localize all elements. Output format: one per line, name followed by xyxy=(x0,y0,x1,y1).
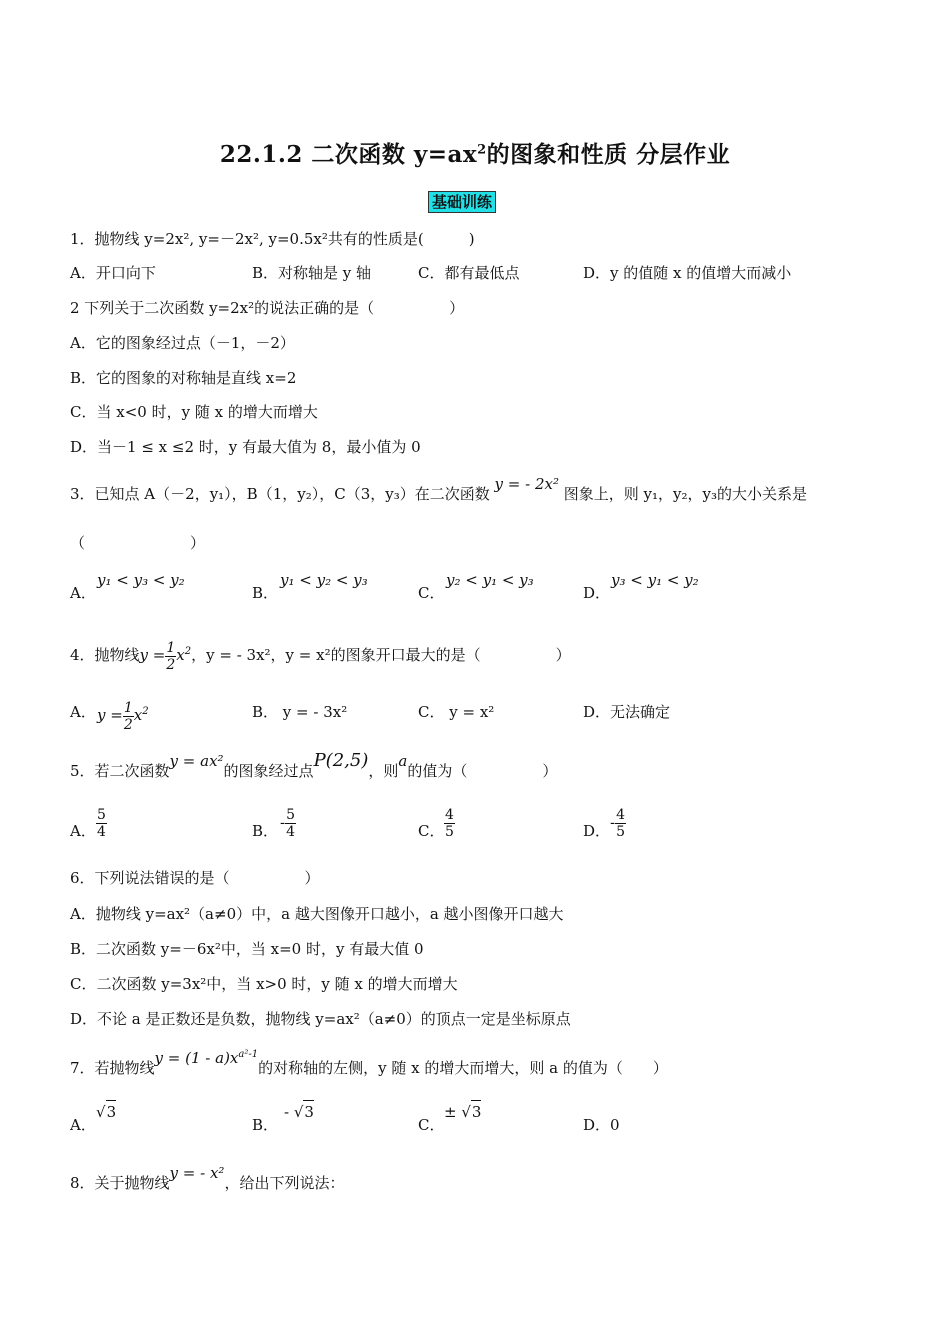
q3-stem-b: 图象上，则 y₁，y₂，y₃的大小关系是 xyxy=(563,485,807,503)
q3-option-b-label: B． xyxy=(252,584,279,602)
q5-stem-b: 的图象经过点 xyxy=(223,762,314,780)
q5-stem xyxy=(70,750,558,782)
q1-stem: 1．抛物线 y=2x², y=－2x², y=0.5x²共有的性质是( ) xyxy=(70,230,475,248)
q2-option-b: B．它的图象的对称轴是直线 x=2 xyxy=(70,369,297,387)
q3-expression: y = - 2x² xyxy=(494,475,559,493)
page-title xyxy=(0,136,950,169)
q4-option-a-label: A． xyxy=(70,703,96,721)
q7-option-a-label: A． xyxy=(70,1116,96,1134)
q3-option-a: y₁ < y₃ < y₂ xyxy=(97,571,185,589)
q3-option-d-label: D． xyxy=(583,584,611,602)
q3-option-c-label: C． xyxy=(418,584,445,602)
q7-option-c: ± √3 xyxy=(444,1100,481,1123)
q5-variable: a xyxy=(398,752,408,770)
q5-option-b-label: B． xyxy=(252,822,279,840)
q7-option-d: D．0 xyxy=(583,1116,620,1134)
q1-option-b: B．对称轴是 y 轴 xyxy=(252,264,372,282)
q7-option-b: - √3 xyxy=(284,1100,314,1123)
q5-option-b: - $\frac{5}{4}$ xyxy=(280,807,295,840)
q5-option-a-label: A． xyxy=(70,822,96,840)
q5-stem-d: 的值为（ ） xyxy=(407,762,558,780)
q3-stem xyxy=(70,475,807,505)
q7-expression: $y = (1 - a)x^{a^2-1}$ xyxy=(154,1049,259,1067)
q4-option-d: D．无法确定 xyxy=(583,703,671,721)
q5-option-d: - $\frac{4}{5}$ xyxy=(610,807,625,840)
q5-option-c-label: C． xyxy=(418,822,445,840)
q2-option-c: C．当 x<0 时，y 随 x 的增大而增大 xyxy=(70,403,318,421)
q3-stem-a: 3．已知点 A（－2，y₁），B（1，y₂），C（3，y₃）在二次函数 xyxy=(70,485,490,503)
q6-option-a: A．抛物线 y=ax²（a≠0）中，a 越大图像开口越小，a 越小图像开口越大 xyxy=(70,905,564,923)
title-rest: 的图象和性质 分层作业 xyxy=(486,141,731,168)
q2-stem: 2 下列关于二次函数 y=2x²的说法正确的是（ ） xyxy=(70,299,465,317)
q8-stem xyxy=(70,1164,345,1194)
q5-expression: y = ax² xyxy=(169,752,224,770)
title-main: 22.1.2 二次函数 y=ax xyxy=(219,141,478,168)
q5-stem-a: 5．若二次函数 xyxy=(70,762,170,780)
q4-stem-b: ，y = - 3x²，y = x²的图象开口最大的是（ ） xyxy=(191,646,571,664)
q4-expr-half: y = $\frac{1}{2}$ $x^2$ xyxy=(139,639,192,673)
q3-option-a-label: A． xyxy=(70,584,96,602)
q3-option-b: y₁ < y₂ < y₃ xyxy=(280,571,368,589)
q6-option-b: B．二次函数 y=－6x²中，当 x=0 时，y 有最大值 0 xyxy=(70,940,424,958)
q8-stem-b: ，给出下列说法： xyxy=(224,1174,345,1192)
q1-option-d: D．y 的值随 x 的值增大而减小 xyxy=(583,264,792,282)
q4-option-c: C． y = x² xyxy=(418,703,495,721)
q7-stem xyxy=(70,1049,668,1079)
title-sup: 2 xyxy=(477,142,487,158)
q5-option-c: $\frac{4}{5}$ xyxy=(445,807,454,840)
q2-option-a: A．它的图象经过点（－1，－2） xyxy=(70,334,295,352)
q1-option-a: A．开口向下 xyxy=(70,264,156,282)
q1-option-c: C．都有最低点 xyxy=(418,264,520,282)
q2-option-d: D．当－1 ≤ x ≤2 时，y 有最大值为 8，最小值为 0 xyxy=(70,438,421,456)
q7-stem-b: 的对称轴的左侧，y 随 x 的增大而增大，则 a 的值为（ ） xyxy=(258,1059,668,1077)
q4-option-b: B． y = - 3x² xyxy=(252,703,348,721)
q4-stem-a: 4．抛物线 xyxy=(70,646,140,664)
section-label: 基础训练 xyxy=(428,191,496,213)
q7-stem-a: 7．若抛物线 xyxy=(70,1059,155,1077)
q4-option-a: y = $\frac{1}{2}$ $x^2$ xyxy=(97,699,149,733)
q4-fraction: $\frac{1}{2}$ xyxy=(166,639,176,673)
q4-stem xyxy=(70,628,571,679)
q6-option-c: C．二次函数 y=3x²中，当 x>0 时，y 随 x 的增大而增大 xyxy=(70,975,458,993)
q7-option-b-label: B． xyxy=(252,1116,279,1134)
q3-option-c: y₂ < y₁ < y₃ xyxy=(446,571,534,589)
q6-option-d: D．不论 a 是正数还是负数，抛物线 y=ax²（a≠0）的顶点一定是坐标原点 xyxy=(70,1010,571,1028)
q5-point: P(2,5) xyxy=(313,750,369,771)
q8-expression: y = - x² xyxy=(169,1164,225,1182)
q7-option-c-label: C． xyxy=(418,1116,445,1134)
q3-paren: （ ） xyxy=(70,534,206,552)
q7-option-a: √3 xyxy=(96,1100,116,1123)
q5-option-d-label: D． xyxy=(583,822,611,840)
q5-option-a: $\frac{5}{4}$ xyxy=(97,807,106,840)
q8-stem-a: 8．关于抛物线 xyxy=(70,1174,170,1192)
q3-option-d: y₃ < y₁ < y₂ xyxy=(611,571,699,589)
q6-stem: 6．下列说法错误的是（ ） xyxy=(70,869,320,887)
q5-stem-c: ，则 xyxy=(368,762,399,780)
